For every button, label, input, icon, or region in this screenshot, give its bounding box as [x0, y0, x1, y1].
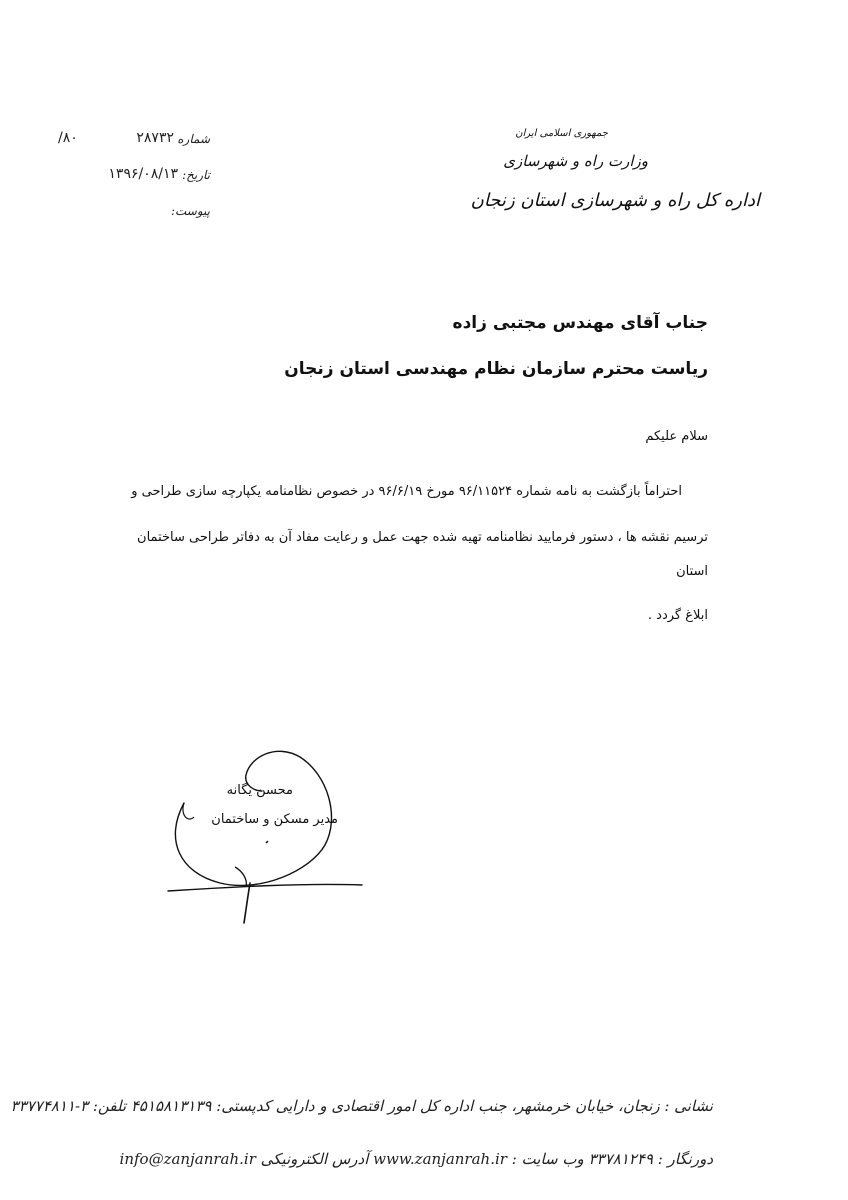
signer-name: محسن یگانه	[226, 783, 293, 798]
address-label: نشانی :	[664, 1097, 713, 1115]
number-label: شماره	[177, 132, 210, 146]
address-text: زنجان، خیابان خرمشهر، جنب اداره کل امور اقتصادی و دارایی کدپستی: ۴۵۱۵۸۱۳۱۳۹ تلفن: ۳-۳۳۷۷۴۸۱۱	[10, 1097, 660, 1115]
date-label: تاریخ:	[182, 168, 210, 182]
website-link[interactable]: www.zanjanrah.ir	[373, 1150, 507, 1168]
paragraph-line: ترسیم نقشه ها ، دستور فرمایید نظامنامه تهیه شده جهت عمل و رعایت مفاد آن به دفاتر طراحی ساختمان استان	[137, 530, 708, 579]
footer-contact	[120, 1150, 713, 1168]
paragraph-line: احتراماً بازگشت به نامه شماره ۹۶/۱۱۵۲۴ مورخ ۹۶/۶/۱۹ در خصوص نظامنامه یکپارچه سازی طراحی و	[131, 484, 682, 499]
recipient-title: ریاست محترم سازمان نظام مهندسی استان زنجان	[284, 359, 708, 379]
footer-address	[11, 1097, 713, 1115]
greeting: سلام علیکم	[645, 429, 708, 444]
paragraph-line: ابلاغ گردد .	[647, 608, 708, 623]
attachment-label: پیوست:	[170, 204, 210, 218]
letterhead-ministry: وزارت راه و شهرسازی	[503, 152, 648, 170]
signature-scribble	[150, 745, 370, 935]
fax-value: ۳۳۷۸۱۲۴۹	[588, 1150, 653, 1168]
letterhead-directorate: اداره کل راه و شهرسازی استان زنجان	[470, 190, 760, 211]
letter-paragraph	[118, 475, 708, 633]
signer-title: مدیر مسکن و ساختمان	[211, 812, 338, 827]
date-value: ۱۳۹۶/۰۸/۱۳	[108, 166, 178, 182]
recipient-name: جناب آقای مهندس مجتبی زاده	[452, 313, 708, 333]
number-suffix: /۸۰	[58, 130, 78, 146]
email-link[interactable]: info@zanjanrah.ir	[119, 1150, 256, 1168]
meta-block	[50, 128, 210, 238]
email-label: آدرس الکترونیکی	[260, 1150, 369, 1168]
fax-label: دورنگار :	[657, 1150, 713, 1168]
letterhead-country: جمهوری اسلامی ایران	[515, 128, 608, 139]
number-value: ۲۸۷۳۲	[136, 130, 174, 146]
website-label: وب سایت :	[511, 1150, 584, 1168]
